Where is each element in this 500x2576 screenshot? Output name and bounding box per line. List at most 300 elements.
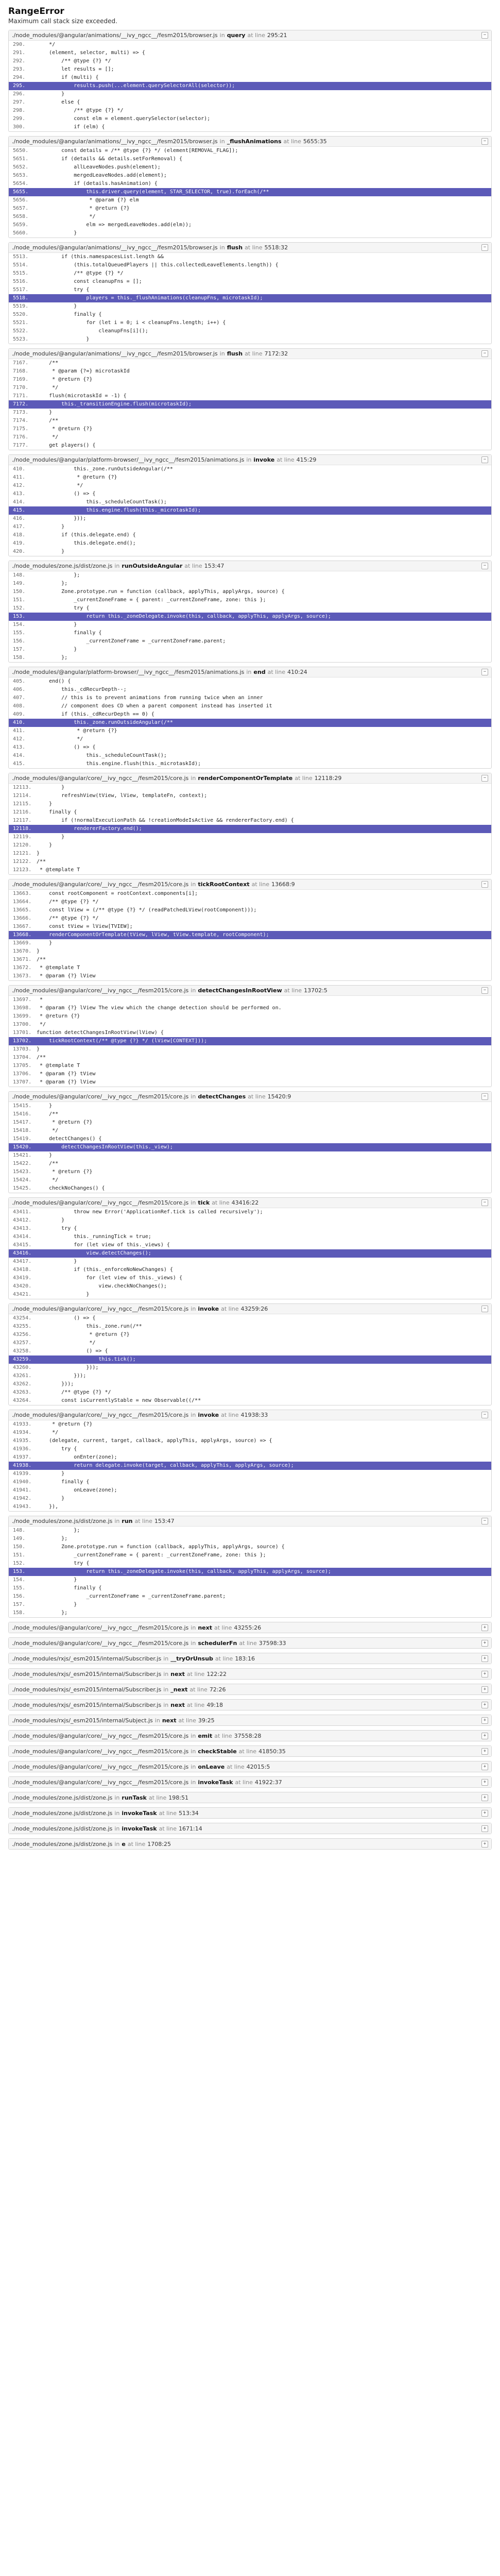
frame-position: 43255:26 bbox=[234, 1624, 262, 1631]
frame-in-label: in bbox=[114, 1840, 120, 1848]
line-number: 406. bbox=[13, 687, 26, 692]
code-line bbox=[9, 1004, 491, 1012]
line-number: 411. bbox=[13, 728, 26, 734]
frame-function-name: _next bbox=[170, 1686, 188, 1693]
code-line bbox=[9, 784, 491, 792]
line-number: 15416. bbox=[13, 1111, 32, 1117]
highlighted-code-line bbox=[9, 613, 491, 621]
line-number: 7168. bbox=[13, 368, 29, 374]
line-source: allLeaveNodes.push(element); bbox=[37, 164, 161, 170]
stack-frame bbox=[8, 30, 492, 132]
line-number: 296. bbox=[13, 91, 26, 97]
line-source: } bbox=[37, 410, 53, 415]
line-number: 5659. bbox=[13, 222, 29, 228]
collapse-icon[interactable]: − bbox=[481, 350, 488, 357]
collapse-icon[interactable]: − bbox=[481, 1518, 488, 1524]
code-line bbox=[9, 654, 491, 662]
line-source: try { bbox=[37, 1446, 77, 1452]
frame-at-label: at line bbox=[267, 669, 285, 675]
line-source: finally { bbox=[37, 1479, 90, 1485]
frame-in-label: in bbox=[163, 1655, 169, 1662]
expand-icon[interactable]: + bbox=[481, 1640, 488, 1647]
stack-frame bbox=[8, 1761, 492, 1772]
stack-frame-header bbox=[9, 30, 491, 41]
highlighted-code-line bbox=[9, 1568, 491, 1576]
expand-icon[interactable]: + bbox=[481, 1841, 488, 1848]
line-source: if (this._enforceNoNewChanges) { bbox=[37, 1267, 173, 1273]
collapse-icon[interactable]: − bbox=[481, 881, 488, 888]
code-line bbox=[9, 1135, 491, 1143]
collapse-icon[interactable]: − bbox=[481, 32, 488, 39]
frame-at-label: at line bbox=[159, 1825, 177, 1832]
stack-frame-header[interactable] bbox=[9, 1839, 491, 1849]
line-source: */ bbox=[37, 214, 96, 219]
line-source: */ bbox=[37, 1128, 59, 1133]
line-source: players = this._flushAnimations(cleanupFns, microtaskId); bbox=[37, 295, 263, 301]
line-number: 13672. bbox=[13, 965, 32, 971]
line-number: 158. bbox=[13, 655, 26, 660]
line-source: * @param {?} elm bbox=[37, 197, 139, 203]
line-number: 411. bbox=[13, 474, 26, 480]
frame-file-path: ./node_modules/rxjs/_esm2015/internal/Subject.js bbox=[12, 1717, 153, 1724]
line-source: const tView = lView[TVIEW]; bbox=[37, 924, 133, 929]
expand-icon[interactable]: + bbox=[481, 1686, 488, 1693]
line-source: */ bbox=[37, 1340, 96, 1346]
code-line bbox=[9, 515, 491, 523]
frame-file-path: ./node_modules/@angular/animations/__ivy_ngcc__/fesm2015/browser.js bbox=[12, 32, 218, 39]
frame-position: 37598:33 bbox=[258, 1639, 286, 1647]
stack-frame-header[interactable] bbox=[9, 1669, 491, 1679]
line-source: mergedLeaveNodes.add(element); bbox=[37, 173, 167, 178]
line-source: * @return {?} bbox=[37, 1332, 130, 1337]
line-number: 409. bbox=[13, 711, 26, 717]
code-line bbox=[9, 1029, 491, 1037]
stack-frame-header[interactable] bbox=[9, 1700, 491, 1710]
line-number: 148. bbox=[13, 572, 26, 578]
frame-in-label: in bbox=[191, 1093, 196, 1100]
line-number: 291. bbox=[13, 50, 26, 56]
line-number: 405. bbox=[13, 679, 26, 684]
frame-position: 153:47 bbox=[204, 563, 225, 569]
line-source: /** bbox=[37, 360, 59, 366]
frame-in-label: in bbox=[219, 32, 225, 39]
frame-position: 41938:33 bbox=[240, 1412, 268, 1418]
line-source: Zone.prototype.run = function (callback, applyThis, applyArgs, source) { bbox=[37, 589, 285, 595]
line-number: 5657. bbox=[13, 206, 29, 211]
line-number: 5517. bbox=[13, 287, 29, 293]
frame-file-path: ./node_modules/zone.js/dist/zone.js bbox=[12, 1518, 113, 1524]
frame-position: 43416:22 bbox=[231, 1199, 259, 1206]
line-source: this._runningTick = true; bbox=[37, 1234, 151, 1240]
stack-frame bbox=[8, 561, 492, 663]
line-source: } bbox=[37, 1602, 77, 1607]
code-line bbox=[9, 155, 491, 163]
line-number: 43255. bbox=[13, 1324, 32, 1329]
line-source: }; bbox=[37, 581, 68, 586]
line-number: 414. bbox=[13, 499, 26, 505]
line-source: if (elm) { bbox=[37, 124, 105, 130]
line-source: this.tick(); bbox=[37, 1357, 136, 1362]
frame-at-label: at line bbox=[186, 1701, 205, 1708]
line-number: 150. bbox=[13, 589, 26, 595]
code-line bbox=[9, 1160, 491, 1168]
line-source: }), bbox=[37, 1504, 59, 1510]
frame-file-path: ./node_modules/@angular/core/__ivy_ngcc__/fesm2015/core.js bbox=[12, 1093, 189, 1100]
code-line bbox=[9, 743, 491, 752]
code-line bbox=[9, 335, 491, 344]
line-source: /** bbox=[37, 1055, 46, 1060]
line-source: if (multi) { bbox=[37, 75, 99, 80]
frame-function-name: next bbox=[170, 1670, 185, 1677]
line-source: flush(microtaskId = -1) { bbox=[37, 393, 127, 399]
frame-at-label: at line bbox=[238, 1748, 257, 1755]
line-number: 155. bbox=[13, 630, 26, 636]
code-line bbox=[9, 1168, 491, 1176]
code-line bbox=[9, 914, 491, 923]
stack-frame-header bbox=[9, 137, 491, 147]
frame-at-label: at line bbox=[186, 1670, 205, 1677]
stack-frame-header[interactable] bbox=[9, 1808, 491, 1818]
line-source: }; bbox=[37, 655, 68, 660]
code-snippet bbox=[9, 1527, 491, 1617]
stack-frame-header bbox=[9, 243, 491, 253]
line-number: 5650. bbox=[13, 148, 29, 154]
frame-function-name: next bbox=[170, 1701, 185, 1708]
line-source: try { bbox=[37, 287, 90, 293]
expand-icon[interactable]: + bbox=[481, 1624, 488, 1631]
line-number: 148. bbox=[13, 1528, 26, 1533]
code-line bbox=[9, 196, 491, 205]
line-source: * @param {?=} microtaskId bbox=[37, 368, 130, 374]
stack-frame bbox=[8, 1637, 492, 1649]
stack-frame-header[interactable] bbox=[9, 1622, 491, 1633]
stack-frame bbox=[8, 1776, 492, 1788]
code-line bbox=[9, 278, 491, 286]
collapse-icon[interactable]: − bbox=[481, 669, 488, 675]
line-source: } bbox=[37, 91, 65, 97]
stack-frame-header[interactable] bbox=[9, 1638, 491, 1648]
code-line bbox=[9, 1151, 491, 1160]
line-number: 155. bbox=[13, 1585, 26, 1591]
line-number: 7172. bbox=[13, 401, 29, 407]
line-source: * @template T bbox=[37, 965, 80, 971]
highlighted-code-line bbox=[9, 82, 491, 90]
expand-icon[interactable]: + bbox=[481, 1779, 488, 1786]
expand-icon[interactable]: + bbox=[481, 1810, 488, 1817]
collapse-icon[interactable]: − bbox=[481, 563, 488, 569]
line-source: this.engine.flush(this._microtaskId); bbox=[37, 507, 201, 513]
line-number: 13698. bbox=[13, 1005, 32, 1011]
line-number: 5651. bbox=[13, 156, 29, 162]
frame-position: 5518:32 bbox=[264, 244, 288, 251]
code-line bbox=[9, 964, 491, 972]
line-number: 7171. bbox=[13, 393, 29, 399]
frame-function-name: tick bbox=[198, 1199, 210, 1206]
line-source: // component does CD when a parent component instead has inserted it bbox=[37, 703, 272, 709]
frame-at-label: at line bbox=[235, 1778, 253, 1786]
code-line bbox=[9, 1266, 491, 1274]
collapse-icon[interactable]: − bbox=[481, 456, 488, 463]
line-number: 408. bbox=[13, 703, 26, 709]
line-source: } bbox=[37, 1153, 53, 1158]
code-line bbox=[9, 1592, 491, 1601]
line-number: 153. bbox=[13, 1569, 26, 1574]
frame-position: 410:24 bbox=[287, 669, 307, 675]
code-line bbox=[9, 1470, 491, 1478]
highlighted-code-line bbox=[9, 1355, 491, 1364]
line-source: this.driver.query(element, STAR_SELECTOR, true).forEach(/** bbox=[37, 189, 269, 195]
line-source: const rootComponent = rootContext.components[i]; bbox=[37, 891, 198, 896]
line-number: 5519. bbox=[13, 303, 29, 309]
line-number: 5655. bbox=[13, 189, 29, 195]
line-source: })); bbox=[37, 1365, 99, 1370]
line-number: 43260. bbox=[13, 1365, 32, 1370]
code-line bbox=[9, 473, 491, 482]
code-line bbox=[9, 1331, 491, 1339]
code-line bbox=[9, 523, 491, 531]
line-number: 293. bbox=[13, 66, 26, 72]
line-number: 12117. bbox=[13, 818, 32, 823]
expand-icon[interactable]: + bbox=[481, 1748, 488, 1755]
code-line bbox=[9, 939, 491, 947]
collapse-icon[interactable]: − bbox=[481, 1306, 488, 1312]
code-line bbox=[9, 1062, 491, 1070]
stack-frame bbox=[8, 667, 492, 769]
code-line bbox=[9, 1070, 491, 1078]
code-line bbox=[9, 841, 491, 850]
code-snippet bbox=[9, 359, 491, 450]
line-number: 5514. bbox=[13, 262, 29, 268]
code-line bbox=[9, 1208, 491, 1216]
expand-icon[interactable]: + bbox=[481, 1764, 488, 1770]
expand-icon[interactable]: + bbox=[481, 1702, 488, 1708]
line-source: */ bbox=[37, 483, 83, 488]
line-source: finally { bbox=[37, 312, 102, 317]
line-source: } bbox=[37, 842, 53, 848]
expand-icon[interactable]: + bbox=[481, 1733, 488, 1739]
line-number: 157. bbox=[13, 647, 26, 652]
stack-frame bbox=[8, 1745, 492, 1757]
frame-position: 7172:32 bbox=[264, 350, 288, 357]
line-source: this.engine.flush(this._microtaskId); bbox=[37, 761, 201, 767]
line-source: /** @type {?} */ bbox=[37, 1389, 111, 1395]
frame-position: 153:47 bbox=[154, 1518, 175, 1524]
code-line bbox=[9, 800, 491, 808]
line-number: 5518. bbox=[13, 295, 29, 301]
line-source: } bbox=[37, 940, 53, 946]
line-number: 43261. bbox=[13, 1373, 32, 1379]
expand-icon[interactable]: + bbox=[481, 1794, 488, 1801]
line-source: results.push(...element.querySelectorAll(selector)); bbox=[37, 83, 235, 89]
stack-frame-header[interactable] bbox=[9, 1792, 491, 1803]
frame-position: 13668:9 bbox=[271, 881, 295, 888]
code-snippet bbox=[9, 677, 491, 768]
frame-at-label: at line bbox=[251, 881, 269, 888]
stack-frame bbox=[8, 879, 492, 981]
stack-frame-header[interactable] bbox=[9, 1731, 491, 1741]
frame-file-path: ./node_modules/zone.js/dist/zone.js bbox=[12, 1809, 113, 1817]
line-number: 15424. bbox=[13, 1177, 32, 1183]
code-line bbox=[9, 1486, 491, 1495]
line-number: 13668. bbox=[13, 932, 32, 938]
code-line bbox=[9, 866, 491, 874]
code-line bbox=[9, 735, 491, 743]
frame-position: 198:51 bbox=[168, 1794, 188, 1801]
code-line bbox=[9, 367, 491, 376]
code-line bbox=[9, 604, 491, 613]
line-number: 5520. bbox=[13, 312, 29, 317]
collapse-icon[interactable]: − bbox=[481, 244, 488, 251]
line-source: * @return {?} bbox=[37, 474, 117, 480]
line-source: this._scheduleCountTask(); bbox=[37, 499, 167, 505]
frame-file-path: ./node_modules/zone.js/dist/zone.js bbox=[12, 1794, 113, 1801]
frame-function-name: renderComponentOrTemplate bbox=[198, 775, 293, 782]
stack-frame-header[interactable] bbox=[9, 1823, 491, 1834]
stack-frame-header[interactable] bbox=[9, 1715, 491, 1725]
stack-frame-header[interactable] bbox=[9, 1761, 491, 1772]
frame-file-path: ./node_modules/rxjs/_esm2015/internal/Subscriber.js bbox=[12, 1701, 162, 1708]
frame-file-path: ./node_modules/@angular/animations/__ivy_ngcc__/fesm2015/browser.js bbox=[12, 138, 218, 145]
line-source: /** bbox=[37, 1111, 59, 1117]
code-line bbox=[9, 1380, 491, 1388]
line-number: 157. bbox=[13, 1602, 26, 1607]
line-source: finally { bbox=[37, 630, 102, 636]
frame-in-label: in bbox=[114, 1825, 120, 1832]
line-source: } bbox=[37, 1471, 65, 1477]
stack-frame bbox=[8, 348, 492, 450]
line-number: 41938. bbox=[13, 1463, 32, 1468]
collapse-icon[interactable]: − bbox=[481, 1199, 488, 1206]
line-number: 152. bbox=[13, 605, 26, 611]
code-line bbox=[9, 1233, 491, 1241]
frame-in-label: in bbox=[114, 1809, 120, 1817]
collapse-icon[interactable]: − bbox=[481, 138, 488, 145]
line-number: 420. bbox=[13, 549, 26, 554]
frame-function-name: _flushAnimations bbox=[227, 138, 282, 145]
code-line bbox=[9, 269, 491, 278]
code-line bbox=[9, 646, 491, 654]
line-number: 43263. bbox=[13, 1389, 32, 1395]
line-number: 5654. bbox=[13, 181, 29, 187]
frame-position: 1708:25 bbox=[147, 1840, 171, 1848]
stack-frame-header[interactable] bbox=[9, 1746, 491, 1756]
code-line bbox=[9, 57, 491, 65]
stack-frame bbox=[8, 1684, 492, 1695]
line-number: 150. bbox=[13, 1544, 26, 1550]
expand-icon[interactable]: + bbox=[481, 1671, 488, 1677]
line-source: function detectChangesInRootView(lView) { bbox=[37, 1030, 164, 1036]
expand-icon[interactable]: + bbox=[481, 1825, 488, 1832]
code-line bbox=[9, 261, 491, 269]
code-line bbox=[9, 302, 491, 311]
highlighted-code-line bbox=[9, 719, 491, 727]
line-number: 43418. bbox=[13, 1267, 32, 1273]
line-source: const elm = element.querySelector(selector); bbox=[37, 116, 211, 122]
highlighted-code-line bbox=[9, 1249, 491, 1258]
code-line bbox=[9, 580, 491, 588]
line-number: 43416. bbox=[13, 1250, 32, 1256]
line-number: 15415. bbox=[13, 1103, 32, 1109]
frame-function-name: run bbox=[122, 1518, 133, 1524]
line-number: 13671. bbox=[13, 957, 32, 962]
frame-file-path: ./node_modules/@angular/animations/__ivy_ngcc__/fesm2015/browser.js bbox=[12, 244, 218, 251]
line-source: finally { bbox=[37, 1585, 102, 1591]
line-number: 5652. bbox=[13, 164, 29, 170]
frame-at-label: at line bbox=[245, 350, 263, 357]
line-source: this._transitionEngine.flush(microtaskId); bbox=[37, 401, 192, 407]
code-line bbox=[9, 1012, 491, 1021]
frame-in-label: in bbox=[191, 881, 196, 888]
line-number: 43417. bbox=[13, 1259, 32, 1264]
stack-frame bbox=[8, 1823, 492, 1834]
code-line bbox=[9, 858, 491, 866]
line-source: */ bbox=[37, 434, 59, 440]
frame-in-label: in bbox=[191, 1763, 196, 1770]
line-source: for (let view of this._views) { bbox=[37, 1242, 170, 1248]
stack-frame-header[interactable] bbox=[9, 1777, 491, 1787]
code-line bbox=[9, 115, 491, 123]
code-line bbox=[9, 1118, 491, 1127]
line-number: 5516. bbox=[13, 279, 29, 284]
code-line bbox=[9, 760, 491, 768]
line-number: 15425. bbox=[13, 1185, 32, 1191]
collapse-icon[interactable]: − bbox=[481, 987, 488, 994]
line-number: 410. bbox=[13, 466, 26, 472]
line-number: 12115. bbox=[13, 801, 32, 807]
line-source: /** @type {?} */ bbox=[37, 899, 99, 905]
line-source: (element, selector, multi) => { bbox=[37, 50, 145, 56]
line-number: 43414. bbox=[13, 1234, 32, 1240]
line-number: 7176. bbox=[13, 434, 29, 440]
code-line bbox=[9, 1551, 491, 1560]
line-number: 15417. bbox=[13, 1120, 32, 1125]
line-number: 43262. bbox=[13, 1381, 32, 1387]
line-source: } bbox=[37, 948, 40, 954]
line-source: * @template T bbox=[37, 1063, 80, 1069]
collapse-icon[interactable]: − bbox=[481, 1093, 488, 1100]
code-line bbox=[9, 465, 491, 473]
line-number: 13663. bbox=[13, 891, 32, 896]
expand-icon[interactable]: + bbox=[481, 1655, 488, 1662]
expand-icon[interactable]: + bbox=[481, 1717, 488, 1724]
line-source: () => { bbox=[37, 1348, 108, 1354]
frame-file-path: ./node_modules/rxjs/_esm2015/internal/Subscriber.js bbox=[12, 1670, 162, 1677]
code-line bbox=[9, 996, 491, 1004]
frame-file-path: ./node_modules/zone.js/dist/zone.js bbox=[12, 563, 113, 569]
frame-at-label: at line bbox=[245, 244, 263, 251]
collapse-icon[interactable]: − bbox=[481, 775, 488, 782]
code-line bbox=[9, 727, 491, 735]
code-line bbox=[9, 74, 491, 82]
line-number: 294. bbox=[13, 75, 26, 80]
frame-at-label: at line bbox=[221, 1412, 239, 1418]
code-line bbox=[9, 702, 491, 710]
line-number: 13701. bbox=[13, 1030, 32, 1036]
stack-frame-header[interactable] bbox=[9, 1684, 491, 1694]
line-source: * @template T bbox=[37, 867, 80, 873]
line-number: 13697. bbox=[13, 997, 32, 1003]
code-line bbox=[9, 710, 491, 719]
code-line bbox=[9, 1339, 491, 1347]
code-line bbox=[9, 442, 491, 450]
code-line bbox=[9, 571, 491, 580]
code-line bbox=[9, 1314, 491, 1323]
collapse-icon[interactable]: − bbox=[481, 1412, 488, 1418]
stack-frame-header[interactable] bbox=[9, 1653, 491, 1664]
line-source: } bbox=[37, 785, 65, 790]
code-line bbox=[9, 637, 491, 646]
error-message: Maximum call stack size exceeded. bbox=[8, 18, 117, 25]
